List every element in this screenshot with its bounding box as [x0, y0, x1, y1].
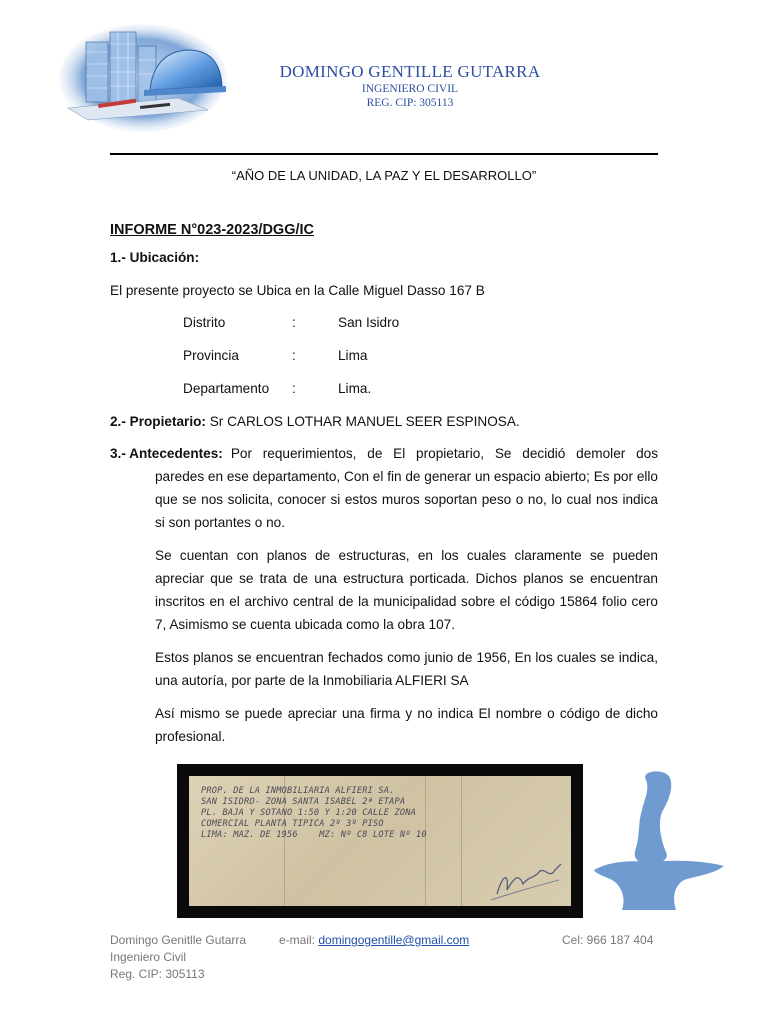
engineer-profession: INGENIERO CIVIL	[361, 83, 459, 95]
location-key: Distrito	[183, 315, 226, 330]
plan-label-line: COMERCIAL PLANTA TIPICA 2º 3º PISO	[201, 819, 384, 829]
plan-label-line: LIMA: MAZ. DE 1956 MZ: Nº C8 LOTE Nº 10	[201, 830, 427, 840]
location-value: Lima.	[338, 381, 372, 396]
footer-registration: Reg. CIP: 305113	[110, 967, 205, 981]
footer-name: Domingo Genitlle Gutarra	[110, 933, 247, 947]
paragraph-plan-date: Estos planos se encuentran fechados como junio de 1956, En los cuales se indica, una autoría, por parte de la Inmobiliaria ALFIERI SA	[155, 650, 658, 688]
plan-label-line: PROP. DE LA INMOBILIARIA ALFIERI SA.	[201, 786, 395, 796]
section-3-intro-paragraph: paredes en ese departamento, Con el fin de generar un espacio abierto; Es por ello que se nos solicita, conocer si estos muros soportan peso o no, lo cual nos indica si son portantes o no.	[155, 469, 658, 530]
engineer-seal-stamp	[588, 768, 726, 913]
footer-profession: Ingeniero Civil	[110, 950, 187, 964]
engineer-registration: REG. CIP: 305113	[366, 97, 454, 109]
paragraph-signature: Así mismo se puede apreciar una firma y no indica El nombre o código de dicho profesional.	[155, 706, 658, 744]
footer-email	[279, 932, 469, 949]
year-motto: “AÑO DE LA UNIDAD, LA PAZ Y EL DESARROLLO”	[231, 168, 537, 183]
plan-label-line: SAN ISIDRO- ZONA SANTA ISABEL 2ª ETAPA	[201, 797, 406, 807]
location-key: Departamento	[183, 381, 270, 396]
header-divider	[110, 153, 658, 155]
report-title: INFORME N°023-2023/DGG/IC	[110, 222, 315, 238]
section-2	[110, 410, 520, 433]
paragraph-structural-plans: Se cuentan con planos de estructuras, en los cuales claramente se pueden apreciar que se trata de una estructura porticada. Dichos planos se encuentran inscritos en el archivo central de la municipalidad sobre el código 15864 folio cero 7, Asimismo se cuenta ubicada como la obra 107.	[155, 548, 658, 632]
email-link[interactable]: domingogentille@gmail.com	[318, 933, 470, 947]
location-value: Lima	[338, 348, 368, 363]
plan-label-image	[189, 776, 571, 906]
location-separator: :	[292, 381, 296, 396]
location-separator: :	[292, 348, 296, 363]
section-3-heading: 3.- Antecedentes:	[110, 446, 223, 461]
plan-label-photo	[177, 764, 583, 918]
location-value: San Isidro	[338, 315, 400, 330]
location-separator: :	[292, 315, 296, 330]
plan-label-text	[201, 786, 451, 841]
section-2-heading: 2.- Propietario:	[110, 414, 206, 429]
section-3-first-text: Por requerimientos, de El propietario, Se decidió demoler dos	[230, 446, 658, 461]
section-1-intro: El presente proyecto se Ubica en la Calle Miguel Dasso 167 B	[110, 283, 485, 298]
engineer-name: DOMINGO GENTILLE GUTARRA	[279, 62, 541, 81]
handwritten-signature	[489, 854, 569, 902]
construction-logo	[58, 20, 228, 132]
location-key: Provincia	[183, 348, 239, 363]
section-3-first-line	[110, 442, 658, 465]
footer-contact-block	[110, 932, 246, 983]
plan-label-line: PL. BAJA Y SOTANO 1:50 Y 1:20 CALLE ZONA	[201, 808, 416, 818]
footer-email-label: e-mail:	[279, 933, 316, 947]
letterhead	[260, 62, 560, 110]
section-1-heading: 1.- Ubicación:	[110, 250, 200, 265]
footer-phone: Cel: 966 187 404	[562, 933, 654, 947]
owner-name: Sr CARLOS LOTHAR MANUEL SEER ESPINOSA.	[209, 414, 520, 429]
